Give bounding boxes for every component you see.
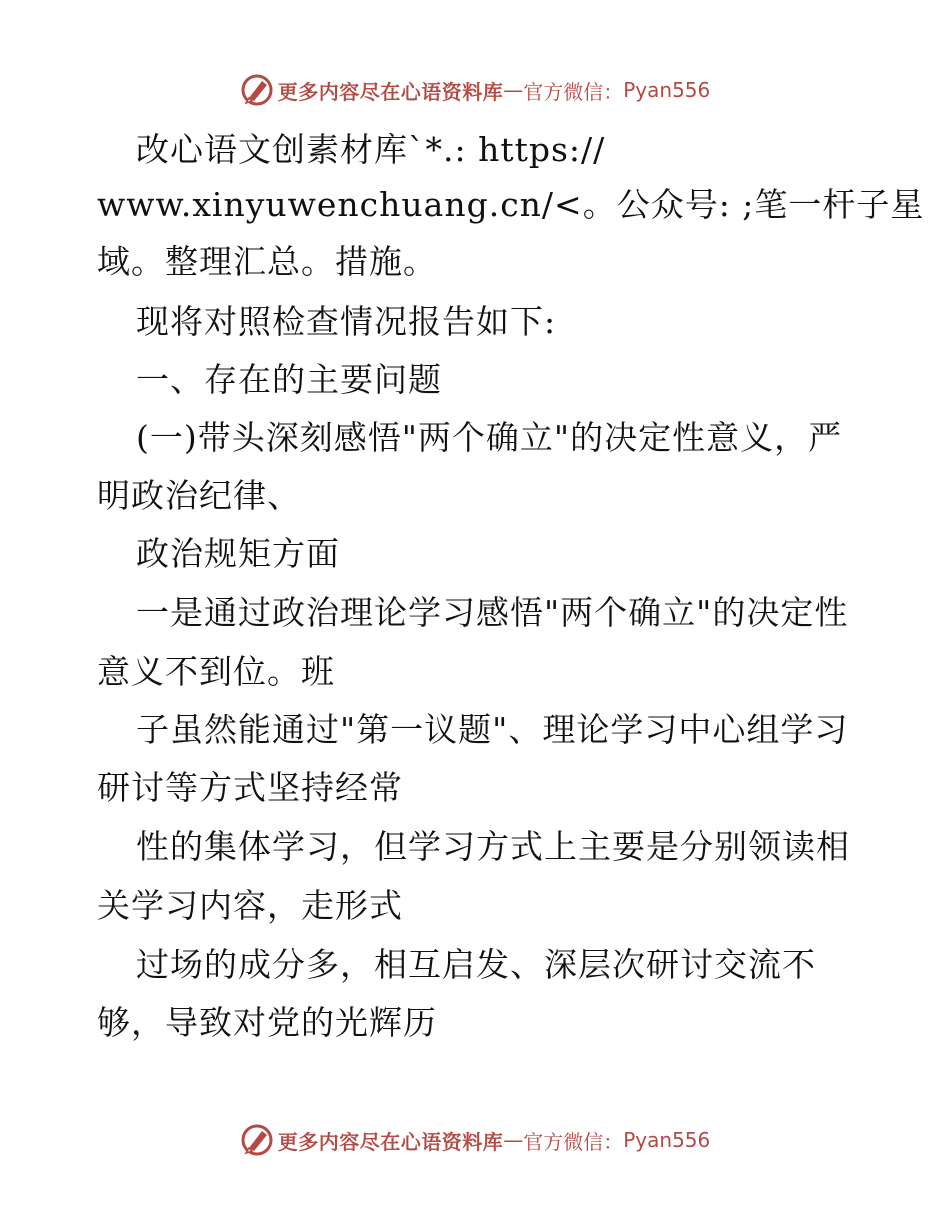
text-line-11: 子虽然能通过"第一议题"、理论学习中心组学习 (136, 710, 849, 749)
text-line-1: 改心语文创素材库`*.: https:// (136, 130, 606, 169)
pen-nib-logo-icon (240, 1123, 274, 1157)
watermark-wechat-id: Pyan556 (623, 1128, 711, 1152)
text-line-3: 域。整理汇总。措施。 (97, 242, 437, 281)
text-line-4: 现将对照检查情况报告如下: (136, 302, 557, 341)
text-line-16: 够，导致对党的光辉历 (97, 1003, 437, 1042)
text-line-12: 研讨等方式坚持经常 (97, 768, 403, 807)
text-line-10: 意义不到位。班 (97, 652, 335, 691)
watermark-site-text: 更多内容尽在心语资料库 (277, 1129, 504, 1154)
watermark-wechat-id: Pyan556 (623, 78, 711, 102)
footer-watermark (0, 1120, 950, 1160)
watermark-separator: — (503, 78, 524, 102)
watermark-site-text: 更多内容尽在心语资料库 (277, 79, 504, 104)
header-watermark (0, 70, 950, 110)
section-heading: 一、存在的主要问题 (136, 360, 442, 399)
text-line-9: 一是通过政治理论学习感悟"两个确立"的决定性 (136, 593, 849, 632)
text-line-15: 过场的成分多，相互启发、深层次研讨交流不 (136, 945, 816, 984)
subsection-heading: (一)带头深刻感悟"两个确立"的决定性意义，严 (136, 418, 843, 457)
text-line-14: 关学习内容，走形式 (97, 886, 403, 925)
text-line-8: 政治规矩方面 (136, 534, 340, 573)
watermark-wechat-label: 官方微信： (523, 1129, 624, 1154)
watermark-separator: — (503, 1128, 524, 1152)
text-line-13: 性的集体学习，但学习方式上主要是分别领读相 (136, 827, 850, 866)
watermark-wechat-label: 官方微信： (523, 79, 624, 104)
text-line-7: 明政治纪律、 (97, 476, 301, 515)
pen-nib-logo-icon (240, 73, 274, 107)
text-line-2: www.xinyuwenchuang.cn/<。公众号: ;笔一杆子星 (97, 185, 925, 224)
